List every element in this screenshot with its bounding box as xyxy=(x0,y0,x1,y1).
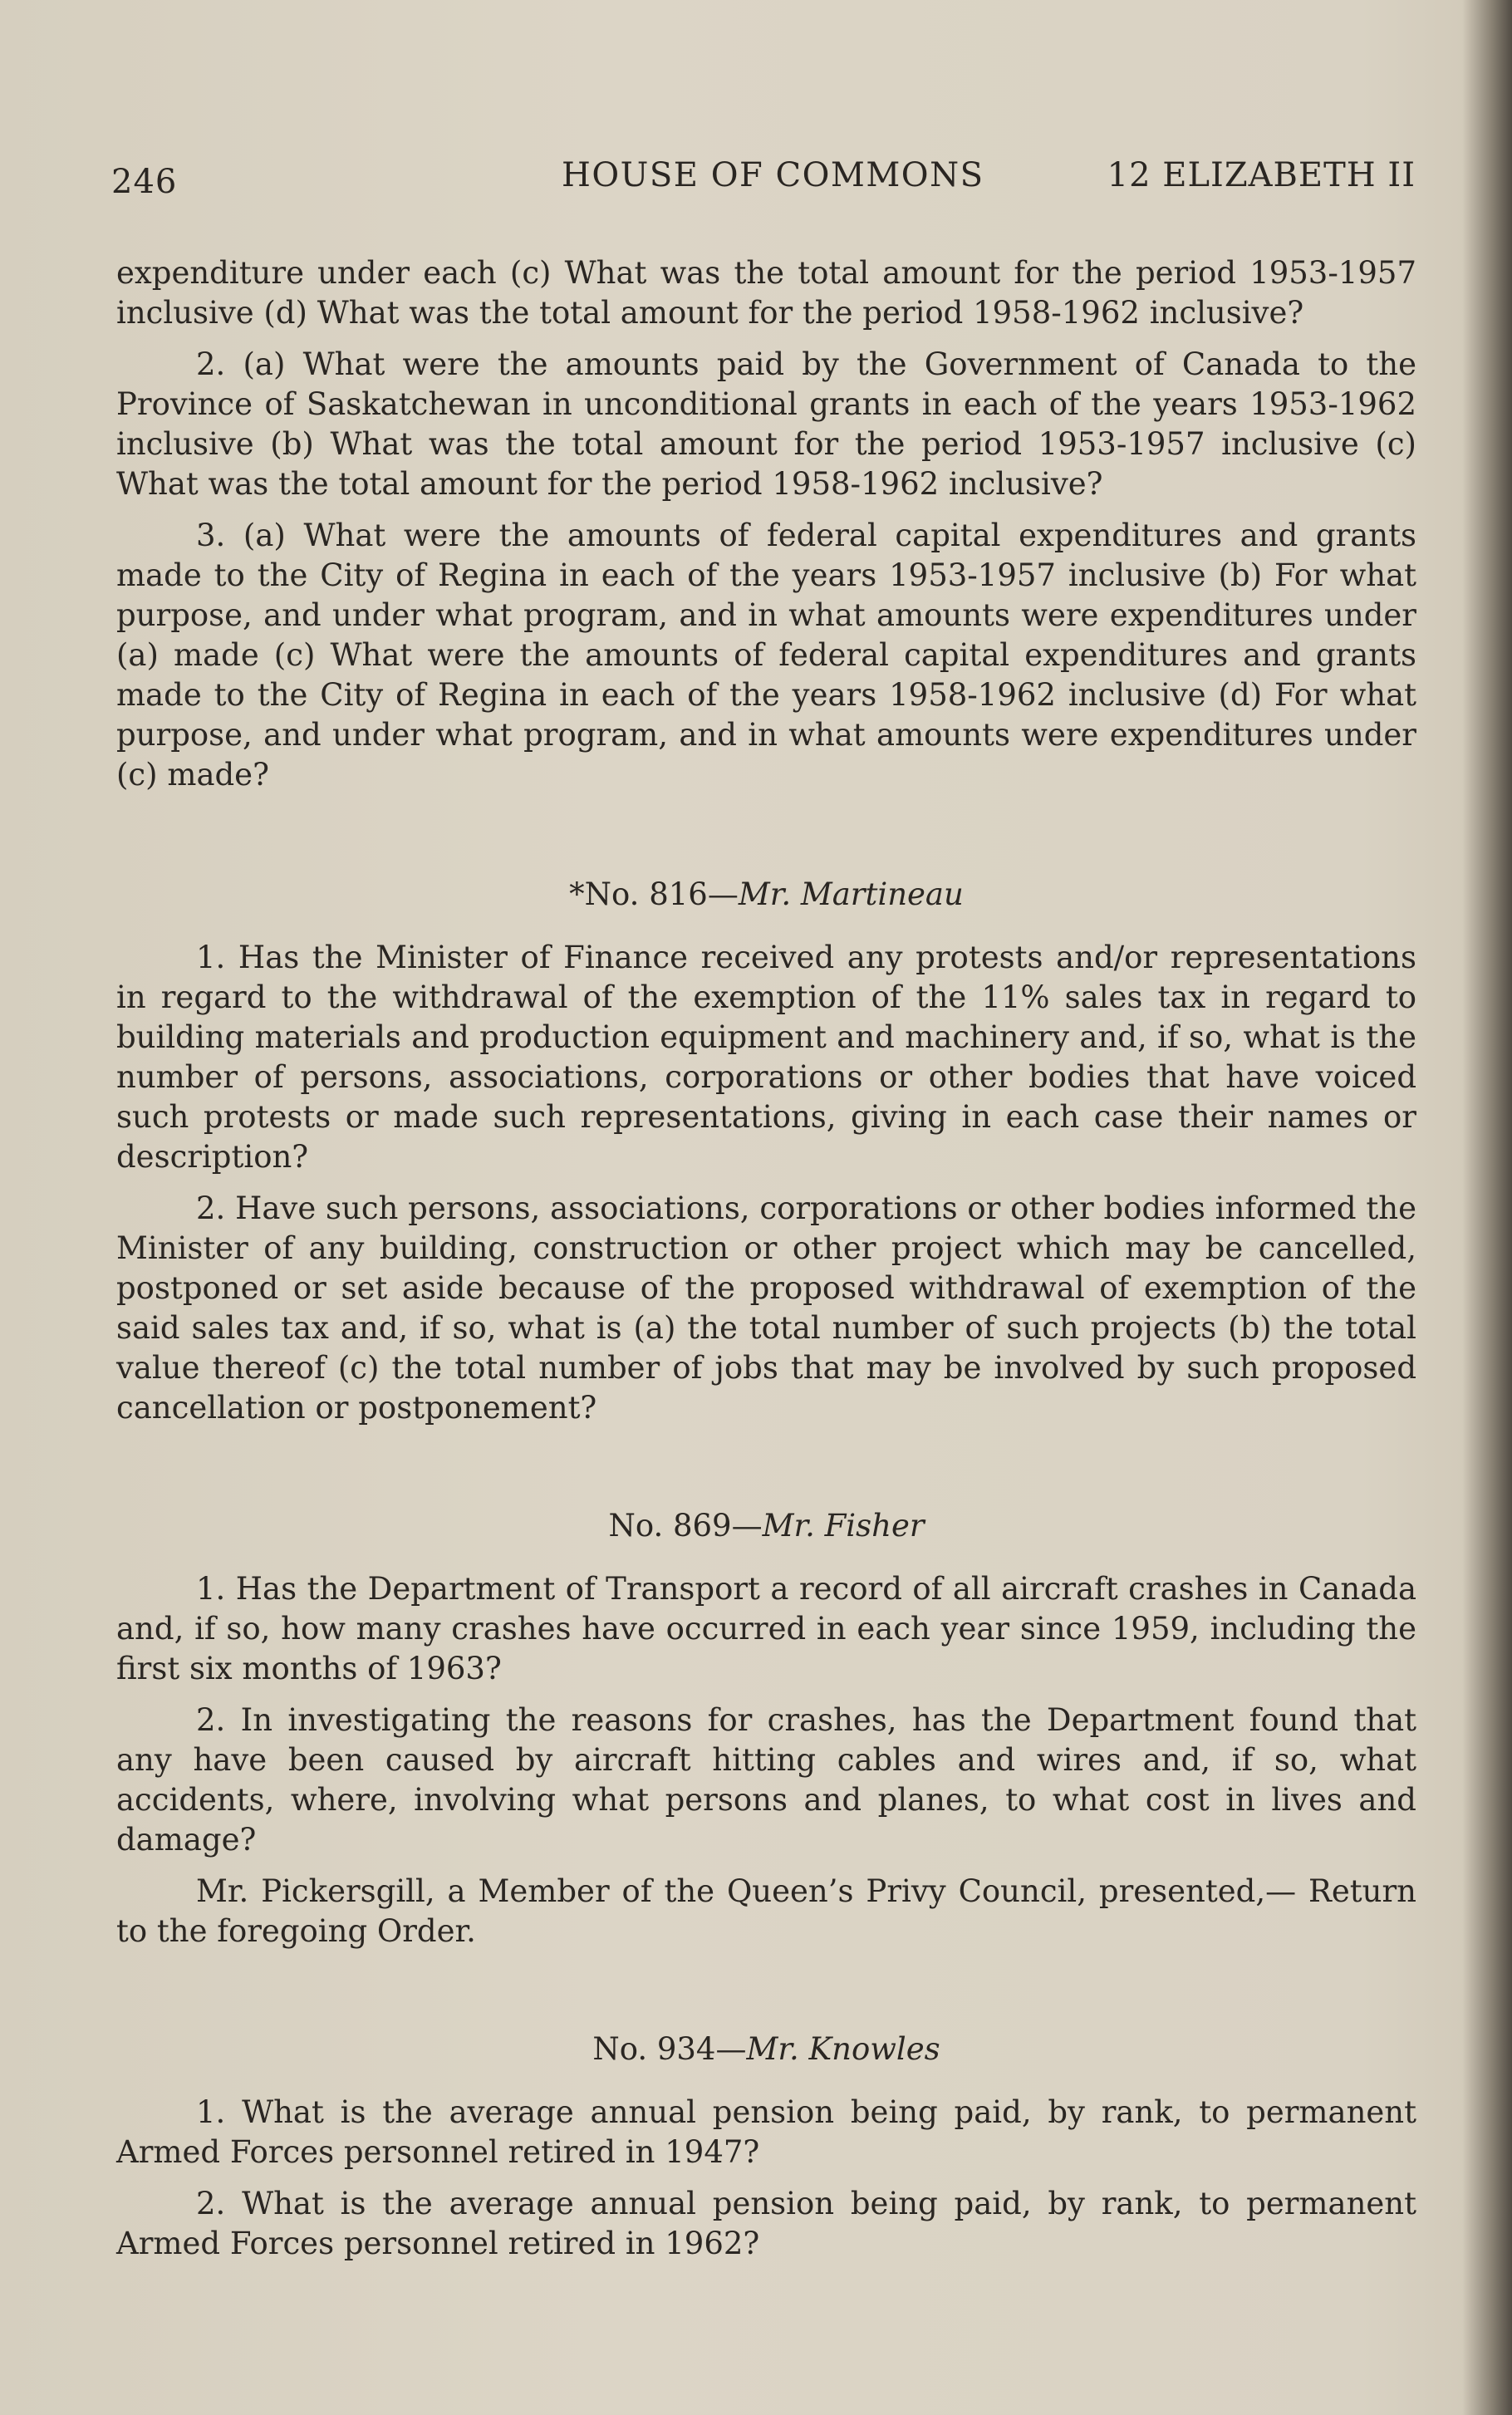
question-paragraph: 1. Has the Minister of Finance received any protests and/or representations in regard to the withdrawal of the exemption of the 11% sales tax in regard to building materials and production equipment and machinery and, if so, what is the number of persons, associations, corporations or other bodies that have voiced such protests or made such representations, giving in each case their names or description? xyxy=(116,940,1416,1175)
section-gap xyxy=(116,795,1416,875)
question-934 xyxy=(116,2030,1416,2264)
return-note: Mr. Pickersgill, a Member of the Queen’s Privy Council, presented,— Return to the foregoing Order. xyxy=(116,1873,1416,1949)
question-paragraph: 1. What is the average annual pension being paid, by rank, to permanent Armed Forces personnel retired in 1947? xyxy=(116,2094,1416,2170)
continuation-paragraph-1: expenditure under each (c) What was the total amount for the period 1953-1957 inclusive (d) What was the total amount for the period 1958-1962 inclusive? xyxy=(116,255,1416,331)
question-number: No. 869— xyxy=(608,1508,763,1544)
question-heading xyxy=(116,1506,1416,1546)
question-member: Mr. Fisher xyxy=(762,1508,925,1544)
question-paragraph: 1. Has the Department of Transport a record of all aircraft crashes in Canada and, if so, how many crashes have occurred in each year since 1959, including the first six months of 1963? xyxy=(116,1571,1416,1686)
question-paragraph: 2. In investigating the reasons for crashes, has the Department found that any have been caused by aircraft hitting cables and wires and, if so, what accidents, where, involving what persons and planes, to what cost in lives and damage? xyxy=(116,1702,1416,1858)
question-member: Mr. Martineau xyxy=(738,876,964,912)
section-gap xyxy=(116,1951,1416,2030)
running-head-title: HOUSE OF COMMONS xyxy=(562,156,984,194)
question-number: *No. 816— xyxy=(569,876,739,912)
body-text xyxy=(116,253,1416,2264)
question-heading xyxy=(116,875,1416,915)
question-paragraph: 2. What is the average annual pension being paid, by rank, to permanent Armed Forces personnel retired in 1962? xyxy=(116,2186,1416,2261)
continuation-paragraph-2: 2. (a) What were the amounts paid by the Government of Canada to the Province of Saskatchewan in unconditional grants in each of the years 1953-1962 inclusive (b) What was the total amount for the period 1953-1957 inclusive (c) What was the total amount for the period 1958-1962 inclusive? xyxy=(116,346,1416,502)
section-gap xyxy=(116,1428,1416,1506)
page-edge-shadow xyxy=(1462,0,1512,2415)
question-869 xyxy=(116,1506,1416,1951)
question-member: Mr. Knowles xyxy=(746,2031,940,2067)
question-816 xyxy=(116,875,1416,1428)
question-heading xyxy=(116,2030,1416,2069)
running-head xyxy=(111,156,1416,206)
question-paragraph: 2. Have such persons, associations, corporations or other bodies informed the Minister of any building, construction or other project which may be cancelled, postponed or set aside because of the proposed withdrawal of exemption of the said sales tax and, if so, what is (a) the total number of such projects (b) the total value thereof (c) the total number of jobs that may be involved by such proposed cancellation or postponement? xyxy=(116,1190,1416,1426)
page-number: 246 xyxy=(111,163,178,201)
question-number: No. 934— xyxy=(592,2031,747,2067)
regnal-year: 12 ELIZABETH II xyxy=(1107,156,1416,194)
continuation-paragraph-3: 3. (a) What were the amounts of federal capital expenditures and grants made to the City of Regina in each of the years 1953-1957 inclusive (b) For what purpose, and under what program, and in what amounts were expenditures under (a) made (c) What were the amounts of federal capital expenditures and grants made to the City of Regina in each of the years 1958-1962 inclusive (d) For what purpose, and under what program, and in what amounts were expenditures under (c) made? xyxy=(116,518,1416,793)
